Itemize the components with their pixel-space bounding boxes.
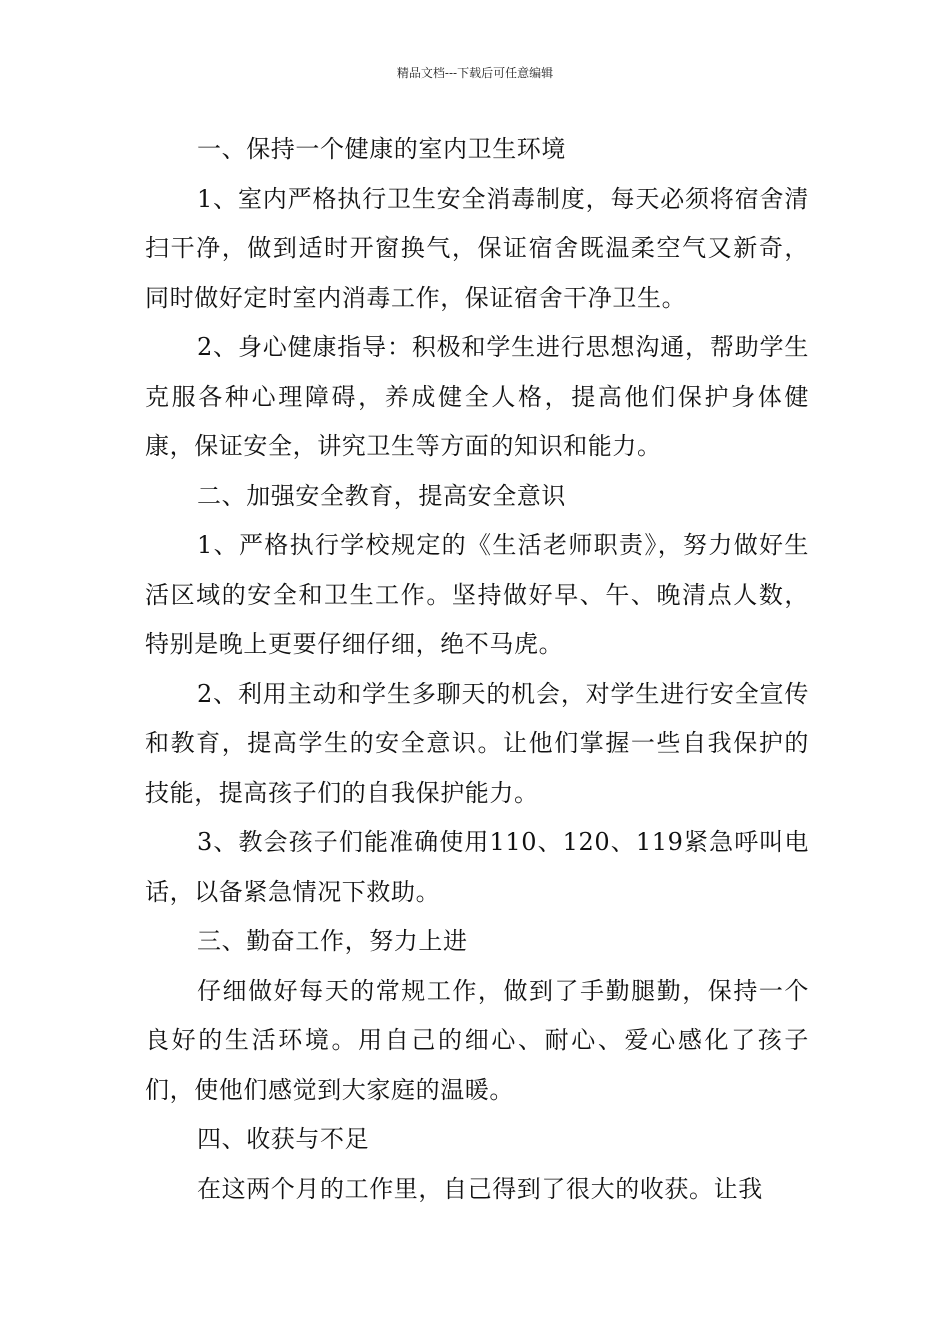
paragraph: 仔细做好每天的常规工作，做到了手勤腿勤，保持一个良好的生活环境。用自己的细心、耐心、爱心感化了孩子们，使他们感觉到大家庭的温暖。 [145, 976, 809, 1104]
paragraph: 3、教会孩子们能准确使用110、120、119紧急呼叫电话，以备紧急情况下救助。 [145, 828, 809, 906]
paragraph: 1、严格执行学校规定的《生活老师职责》，努力做好生活区域的安全和卫生工作。坚持做好早、午、晚清点人数，特别是晚上更要仔细仔细，绝不马虎。 [145, 531, 809, 658]
paragraph: 1、室内严格执行卫生安全消毒制度，每天必须将宿舍清扫干净，做到适时开窗换气，保证宿舍既温柔空气又新奇，同时做好定时室内消毒工作，保证宿舍干净卫生。 [145, 184, 809, 312]
page-header: 精品文档---下载后可任意编辑 [396, 66, 554, 80]
document-body [145, 125, 809, 1214]
section-heading-4: 四、收获与不足 [197, 1125, 370, 1153]
paragraph: 2、身心健康指导：积极和学生进行思想沟通，帮助学生克服各种心理障碍，养成健全人格，提高他们保护身体健康，保证安全，讲究卫生等方面的知识和能力。 [145, 333, 809, 460]
paragraph: 2、利用主动和学生多聊天的机会，对学生进行安全宣传和教育，提高学生的安全意识。让他们掌握一些自我保护的技能，提高孩子们的自我保护能力。 [145, 679, 809, 807]
paragraph: 在这两个月的工作里，自己得到了很大的收获。让我 [197, 1174, 763, 1203]
section-heading-2: 二、加强安全教育，提高安全意识 [197, 481, 566, 510]
section-heading-3: 三、勤奋工作，努力上进 [197, 927, 468, 955]
section-heading-1: 一、保持一个健康的室内卫生环境 [197, 135, 566, 163]
